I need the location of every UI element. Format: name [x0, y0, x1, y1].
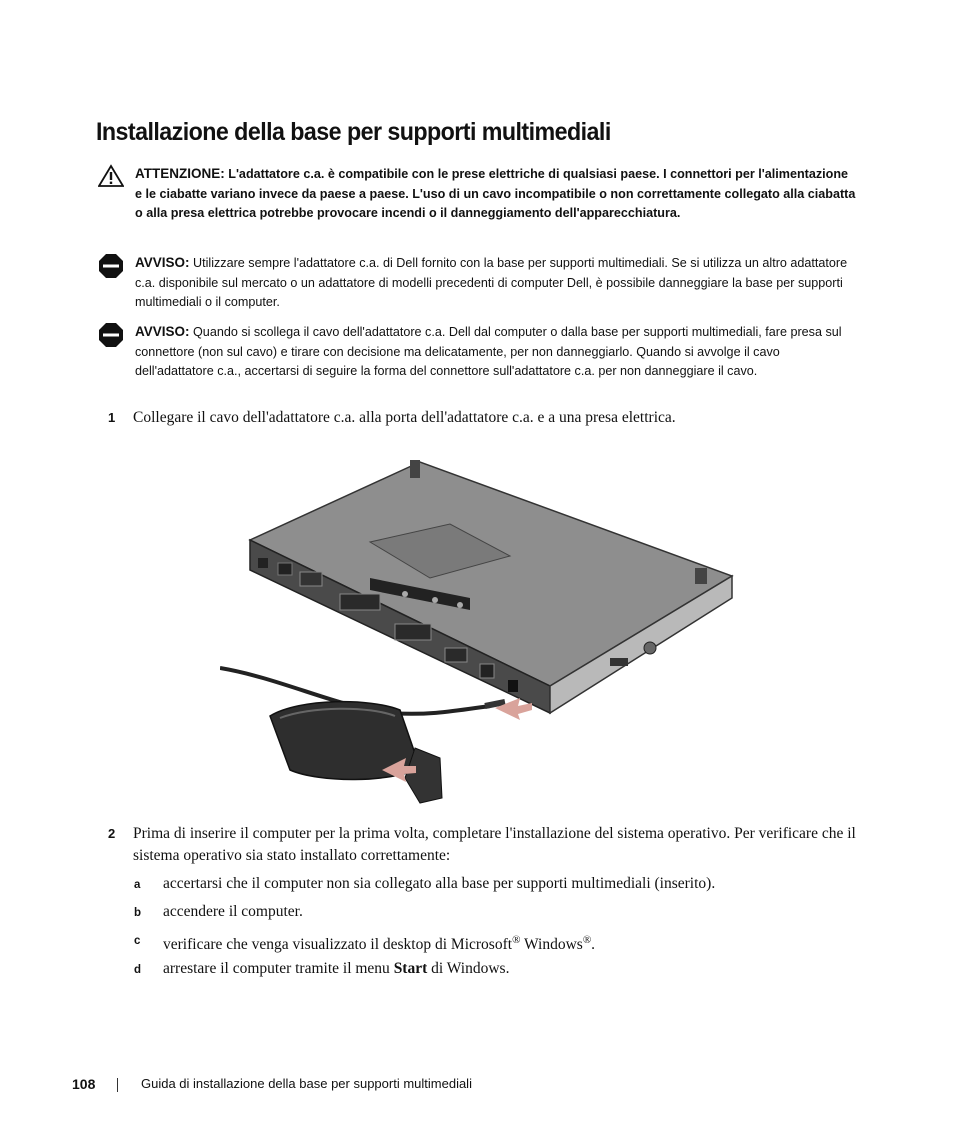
footer-separator [117, 1078, 118, 1092]
step-1 [108, 407, 868, 429]
warning-text [135, 164, 858, 224]
substep-d [134, 958, 854, 980]
notice-1-label: AVVISO: [135, 255, 190, 270]
step-text: Prima di inserire il computer per la prima volta, completare l'installazione del sistema operativo. Per verificare che il sistema operativo sia stato installato correttamente: [133, 825, 856, 864]
notice-1-body: Utilizzare sempre l'adattatore c.a. di Dell fornito con la base per supporti multimediali. Se si utilizza un altro adattatore c.a. disponibile sul mercato o un adattatore di modelli precedenti di computer Dell, è possibile danneggiare la base per supporti multimediali o il computer. [135, 256, 848, 309]
warning-notice [98, 164, 858, 224]
step-2 [108, 823, 868, 867]
notice-2-text [135, 322, 858, 382]
substep-c [134, 929, 854, 956]
notice-1 [98, 253, 858, 313]
page-number: 108 [72, 1076, 96, 1092]
notice-octagon-icon [98, 322, 124, 348]
page-title: Installazione della base per supporti multimediali [96, 118, 611, 146]
substep-text: arrestare il computer tramite il menu Start di Windows. [163, 960, 510, 977]
step-number: 1 [108, 410, 116, 425]
warning-triangle-icon [98, 164, 124, 190]
substep-text: accertarsi che il computer non sia collegato alla base per supporti multimediali (inserito). [163, 875, 716, 892]
substep-b [134, 901, 854, 923]
warning-body: L'adattatore c.a. è compatibile con le prese elettriche di qualsiasi paese. I connettori per l'alimentazione e le ciabatte variano invece da paese a paese. L'uso di un cavo incompatibile o non correttamente collegato alla ciabatta o alla presa elettrica potrebbe provocare incendi o il danneggiamento dell'apparecchiatura. [135, 167, 856, 220]
substep-text: verificare che venga visualizzato il desktop di Microsoft® Windows®. [163, 934, 596, 954]
substep-a [134, 873, 854, 895]
notice-1-text [135, 253, 858, 313]
step-text: Collegare il cavo dell'adattatore c.a. alla porta dell'adattatore c.a. e a una presa elettrica. [133, 409, 676, 426]
substep-letter: a [134, 879, 141, 891]
warning-label: ATTENZIONE: [135, 166, 225, 181]
substep-letter: b [134, 907, 142, 919]
media-base-illustration [220, 448, 740, 820]
notice-octagon-icon [98, 253, 124, 279]
notice-2 [98, 322, 858, 382]
substep-text: accendere il computer. [163, 903, 303, 920]
notice-2-label: AVVISO: [135, 324, 190, 339]
footer-title: Guida di installazione della base per supporti multimediali [141, 1076, 472, 1091]
step-number: 2 [108, 826, 116, 841]
notice-2-body: Quando si scollega il cavo dell'adattatore c.a. Dell dal computer o dalla base per supporti multimediali, fare presa sul connettore (non sul cavo) e tirare con decisione ma delicatamente, per non danneggiarlo. Quando si avvolge il cavo dell'adattatore c.a., accertarsi di seguire la forma del connettore sull'adattatore c.a. per non danneggiare il cavo. [135, 325, 842, 378]
substep-letter: d [134, 964, 142, 976]
substep-letter: c [134, 935, 141, 947]
